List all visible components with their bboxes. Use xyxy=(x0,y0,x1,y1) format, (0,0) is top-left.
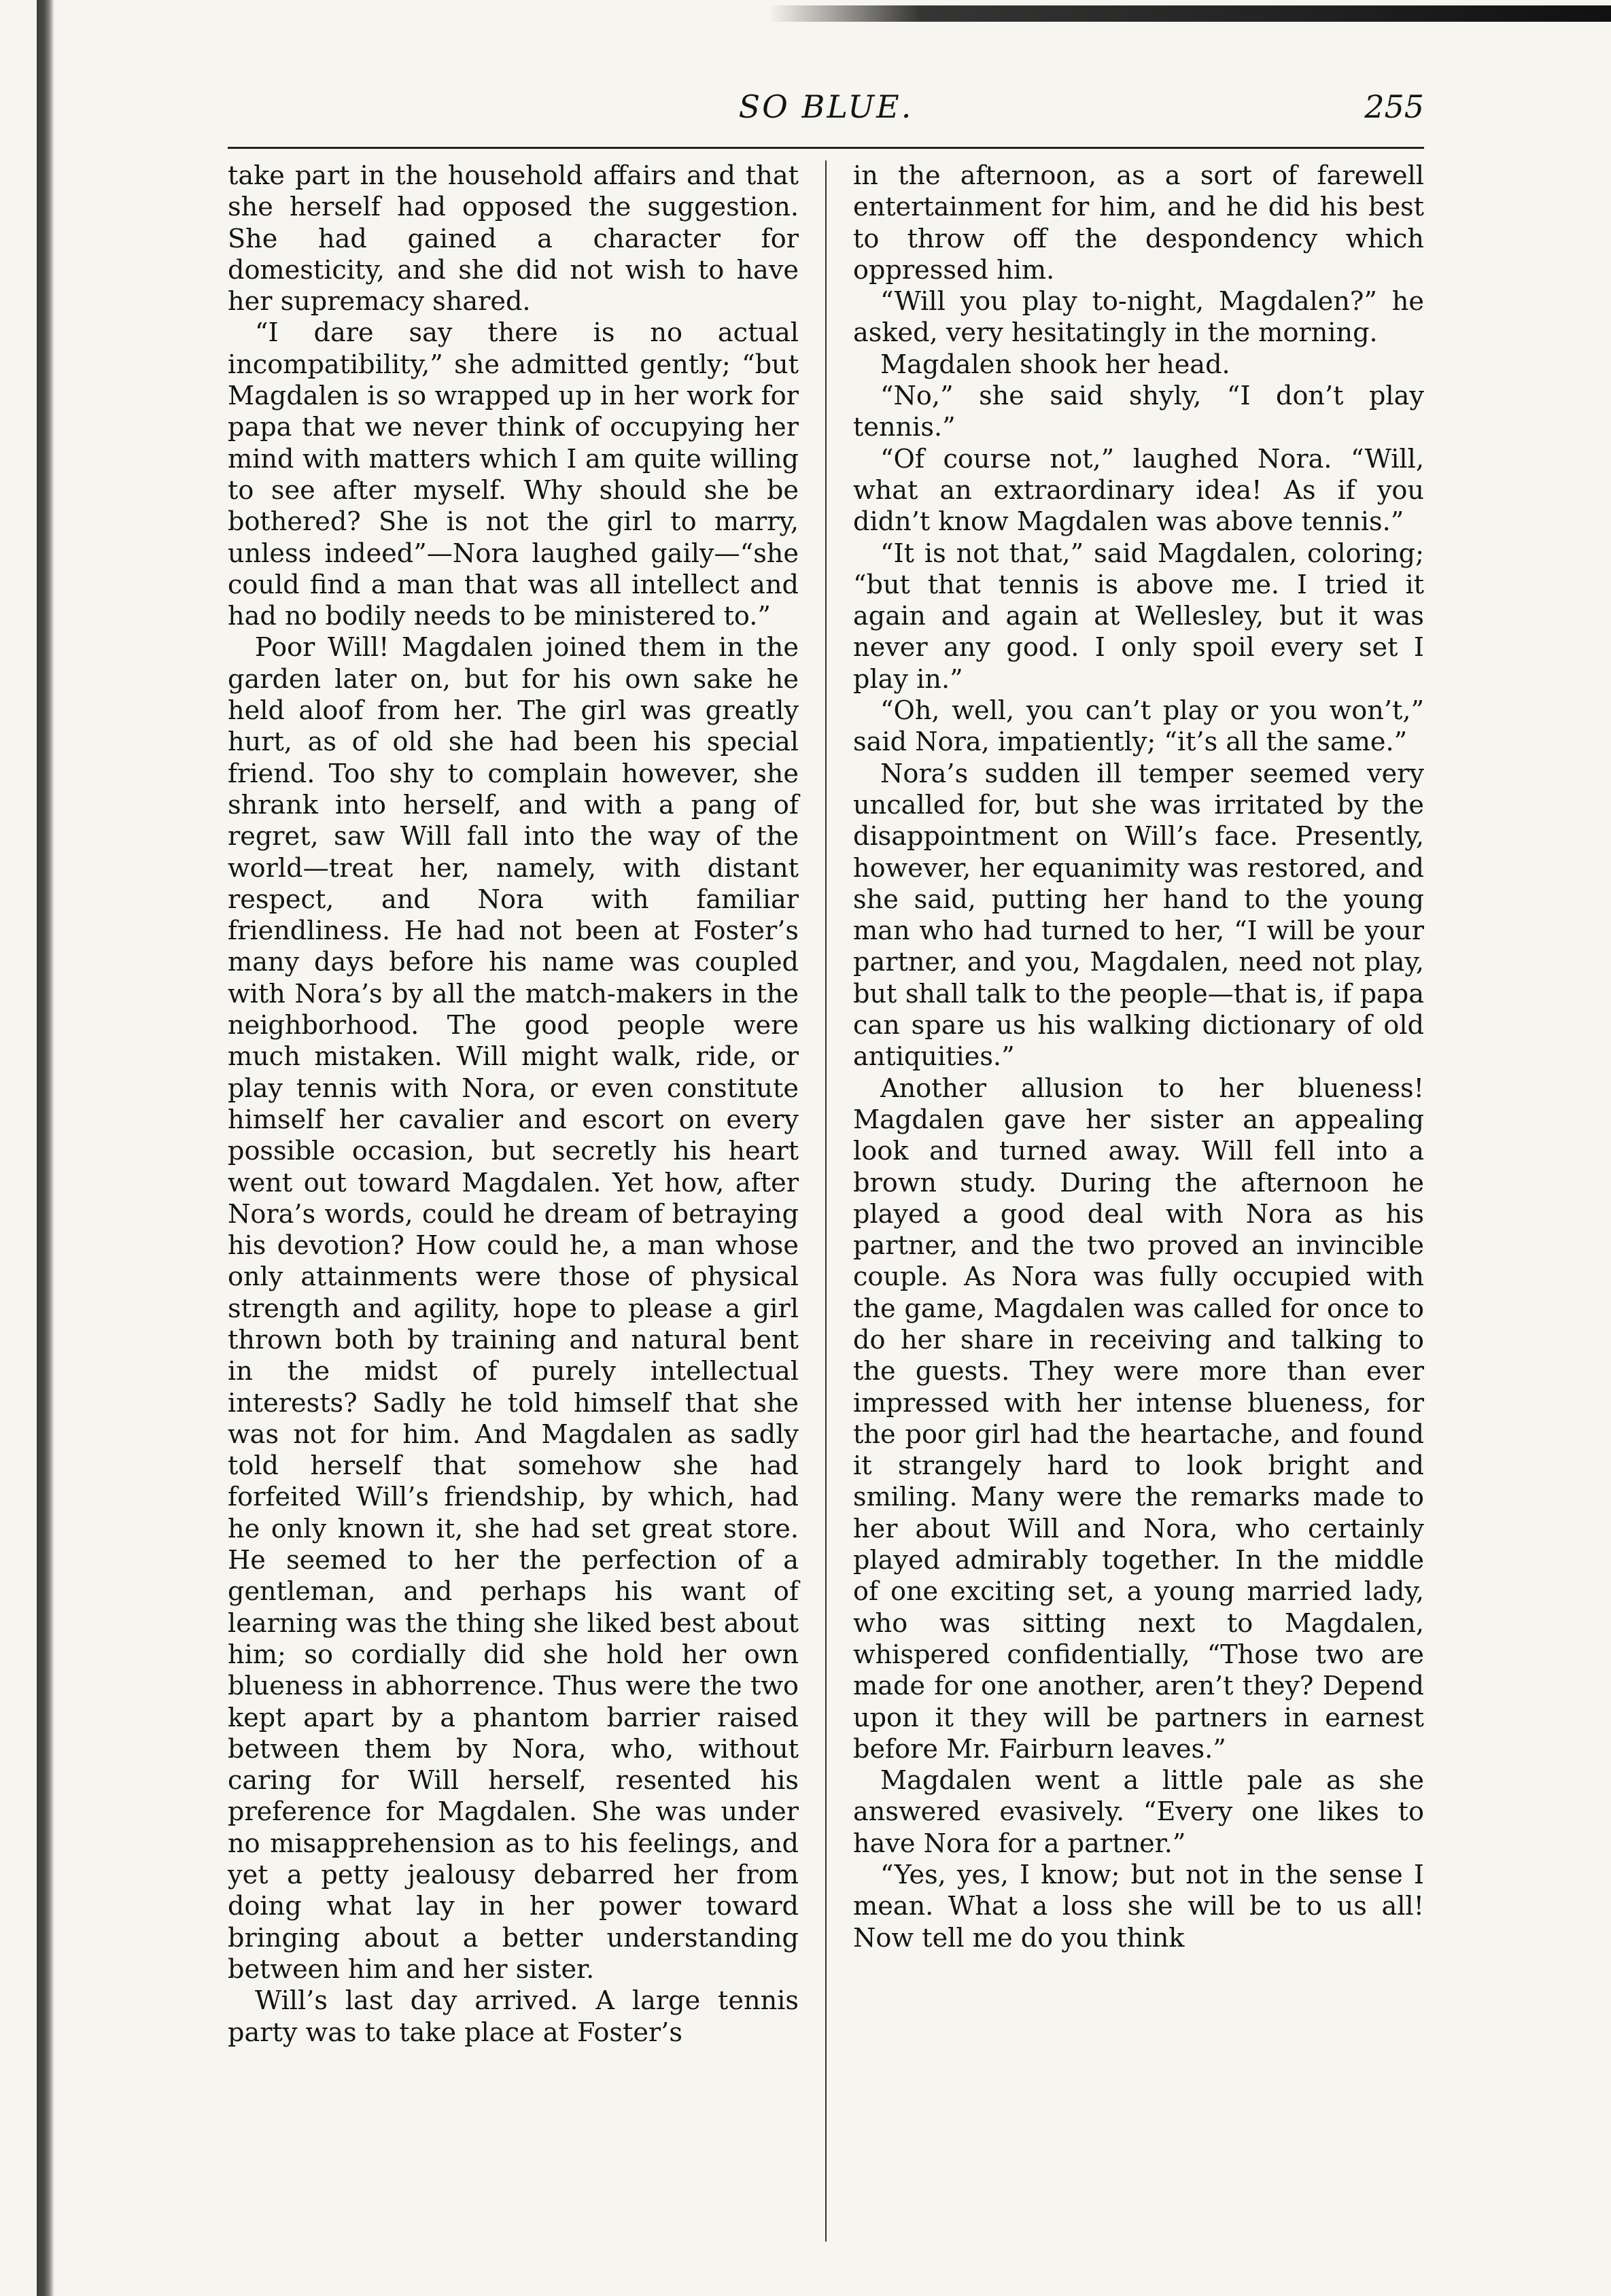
right-column xyxy=(853,160,1424,2242)
running-head xyxy=(228,80,1424,132)
top-edge-band xyxy=(768,5,1611,22)
paragraph: Another allusion to her blueness! Magdalen gave her sister an appealing look and turned away. Will fell into a brown study. During the afternoon he played a good deal with Nora as his partner, and the two proved an invincible couple. As Nora was fully occupied with the game, Magdalen was called for once to do her share in receiving and talking to the guests. They were more than ever impressed with her intense blueness, for the poor girl had the heartache, and found it strangely hard to look bright and smiling. Many were the remarks made to her about Will and Nora, who certainly played admirably together. In the middle of one exciting set, a young married lady, who was sitting next to Magdalen, whispered confidentially, “Those two are made for one another, aren’t they? Depend upon it they will be partners in earnest before Mr. Fairburn leaves.” xyxy=(853,1073,1424,1764)
binding-shadow xyxy=(37,0,54,2296)
paragraph: “Of course not,” laughed Nora. “Will, what an extraordinary idea! As if you didn’t know Magdalen was above tennis.” xyxy=(853,444,1424,538)
paragraph: Will’s last day arrived. A large tennis party was to take place at Foster’s xyxy=(228,1986,799,2048)
running-title: SO BLUE. xyxy=(738,88,914,125)
paragraph: “Oh, well, you can’t play or you won’t,” said Nora, impatiently; “it’s all the same.” xyxy=(853,696,1424,758)
book-page xyxy=(228,80,1424,2242)
paragraph: Nora’s sudden ill temper seemed very uncalled for, but she was irritated by the disappointment on Will’s face. Presently, however, her equanimity was restored, and she said, putting her hand to the young man who had turned to her, “I will be your partner, and you, Magdalen, need not play, but shall talk to the people—that is, if papa can spare us his walking dictionary of old antiquities.” xyxy=(853,759,1424,1073)
paragraph: “It is not that,” said Magdalen, coloring; “but that tennis is above me. I tried it again and again at Wellesley, but it was never any good. I only spoil every set I play in.” xyxy=(853,538,1424,695)
paragraph: in the afternoon, as a sort of farewell entertainment for him, and he did his best to throw off the despondency which oppressed him. xyxy=(853,161,1424,285)
column-rule xyxy=(825,160,827,2242)
paragraph: Magdalen went a little pale as she answered evasively. “Every one likes to have Nora for a partner.” xyxy=(853,1766,1424,1859)
paragraph: “I dare say there is no actual incompatibility,” she admitted gently; “but Magdalen is so wrapped up in her work for papa that we never think of occupying her mind with matters which I am quite willing to see after myself. Why should she be bothered? She is not the girl to marry, unless indeed”—Nora laughed gaily—“she could find a man that was all intellect and had no bodily needs to be ministered to.” xyxy=(228,318,799,632)
paragraph: take part in the household affairs and that she herself had opposed the suggestion. She had gained a character for domesticity, and she did not wish to have her supremacy shared. xyxy=(228,161,799,317)
page-number: 255 xyxy=(1364,88,1424,125)
header-rule xyxy=(228,147,1424,149)
left-column xyxy=(228,160,799,2242)
text-columns xyxy=(228,160,1424,2242)
paragraph: “Will you play to-night, Magdalen?” he asked, very hesitatingly in the morning. xyxy=(853,287,1424,349)
paragraph: Poor Will! Magdalen joined them in the garden later on, but for his own sake he held aloof from her. The girl was greatly hurt, as of old she had been his special friend. Too shy to complain however, she shrank into herself, and with a pang of regret, saw Will fall into the way of the world—treat her, namely, with distant respect, and Nora with familiar friendliness. He had not been at Foster’s many days before his name was coupled with Nora’s by all the match-makers in the neighborhood. The good people were much mistaken. Will might walk, ride, or play tennis with Nora, or even constitute himself her cavalier and escort on every possible occasion, but secretly his heart went out toward Magdalen. Yet how, after Nora’s words, could he dream of betraying his devotion? How could he, a man whose only attainments were those of physical strength and agility, hope to please a girl thrown both by training and natural bent in the midst of purely intellectual interests? Sadly he told himself that she was not for him. And Magdalen as sadly told herself that somehow she had forfeited Will’s friendship, by which, had he only known it, she had set great store. He seemed to her the perfection of a gentleman, and perhaps his want of learning was the thing she liked best about him; so cordially did she hold her own blueness in abhorrence. Thus were the two kept apart by a phantom barrier raised between them by Nora, who, without caring for Will herself, resented his preference for Magdalen. She was under no misapprehension as to his feelings, and yet a petty jealousy debarred her from doing what lay in her power toward bringing about a better understanding between him and her sister. xyxy=(228,633,799,1985)
paragraph: Magdalen shook her head. xyxy=(880,349,1230,380)
paragraph: “Yes, yes, I know; but not in the sense I mean. What a loss she will be to us all! Now tell me do you think xyxy=(853,1860,1424,1953)
paragraph: “No,” she said shyly, “I don’t play tennis.” xyxy=(853,381,1424,443)
